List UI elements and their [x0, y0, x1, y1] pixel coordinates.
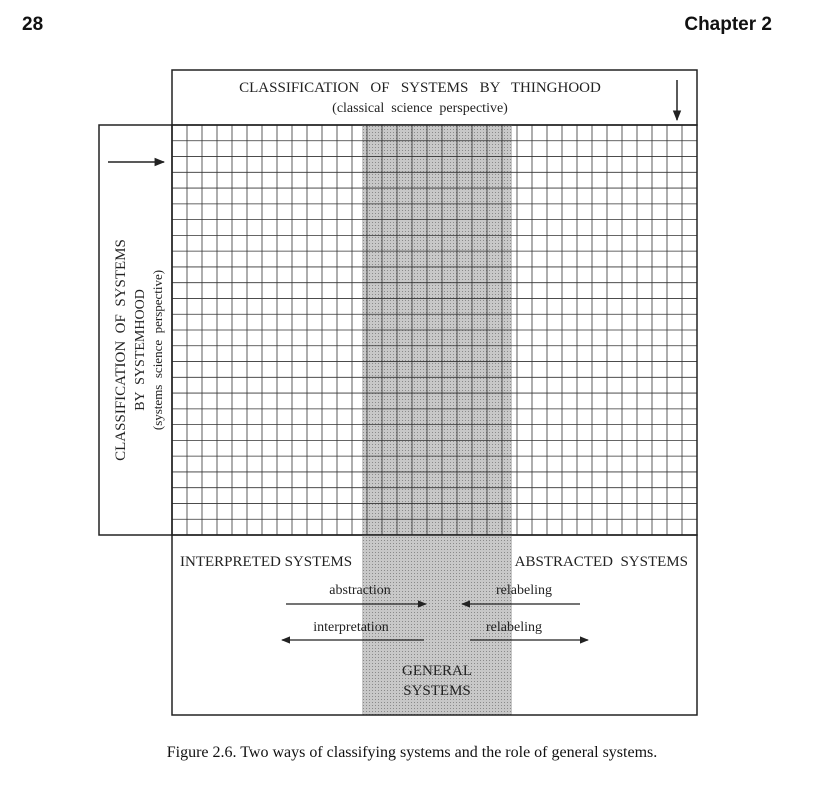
abstraction-label: abstraction [329, 583, 391, 598]
figure-caption: Figure 2.6. Two ways of classifying systems and the role of general systems. [166, 744, 658, 761]
general-systems-line1: GENERAL [402, 663, 472, 679]
relabeling-bottom-label: relabeling [486, 620, 542, 635]
relabeling-top-label: relabeling [496, 583, 552, 598]
thinghood-box [172, 70, 697, 125]
systemhood-title: CLASSIFICATION OF SYSTEMS [113, 239, 129, 461]
abstracted-systems-label: ABSTRACTED SYSTEMS [514, 554, 688, 570]
page-number: 28 [22, 14, 44, 35]
general-systems-line2: SYSTEMS [403, 683, 471, 699]
thinghood-subtitle: (classical science perspective) [332, 101, 508, 116]
thinghood-title: CLASSIFICATION OF SYSTEMS BY THINGHOOD [239, 80, 601, 96]
systemhood-title-line2: BY SYSTEMHOOD [133, 289, 148, 411]
interpretation-label: interpretation [313, 620, 389, 635]
chapter-heading: Chapter 2 [684, 14, 772, 35]
systemhood-subtitle: (systems science perspective) [150, 269, 165, 431]
interpreted-systems-label: INTERPRETED SYSTEMS [180, 554, 353, 570]
